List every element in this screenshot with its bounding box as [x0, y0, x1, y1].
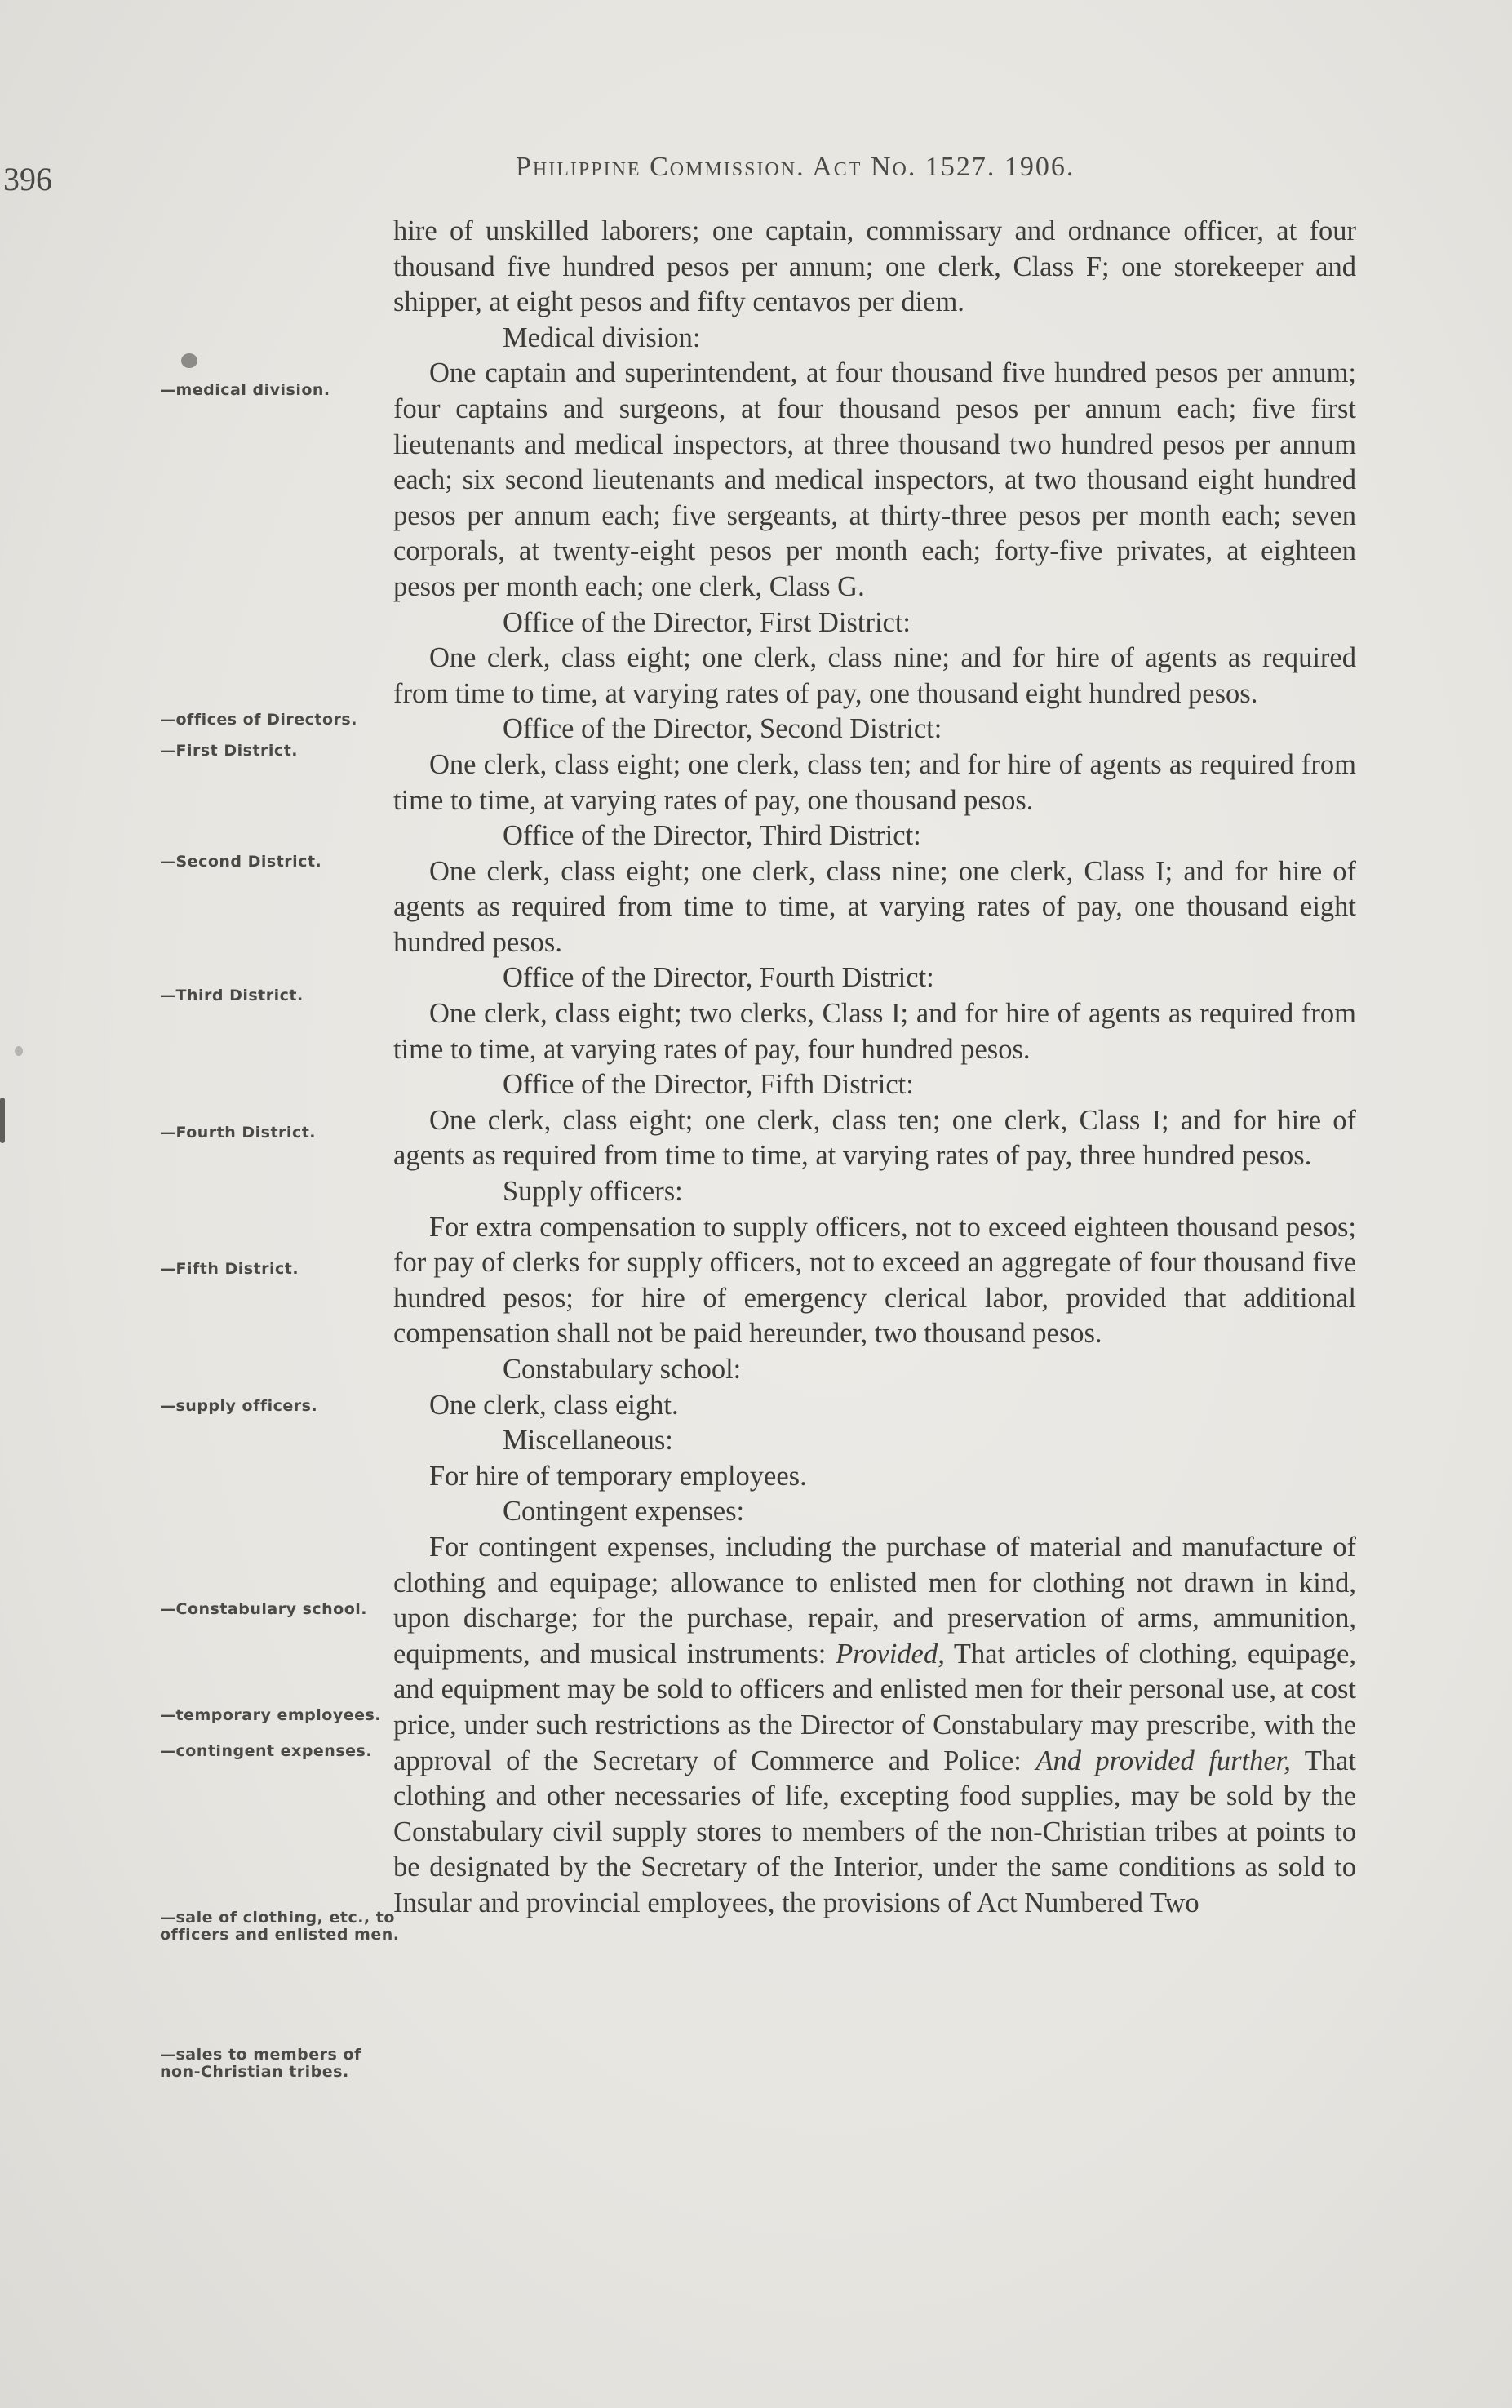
contingent-text-c: That clothing and other necessaries of life, excepting food supplies, may be sold by the Constabulary civil supply stores to members of the non-Christian tribes at points to be designated by the Secretary of the Interior, under the same conditions as sold to Insular and provincial employees, the provisions of Act Numbered Two [393, 1745, 1356, 1918]
section-heading-contingent-expenses: Contingent expenses: [503, 1496, 745, 1528]
paragraph-miscellaneous: For hire of temporary employees. [429, 1460, 807, 1492]
proviso-provided: Provided, [836, 1638, 945, 1670]
section-heading-third-district: Office of the Director, Third District: [503, 820, 921, 852]
paragraph-medical-division: One captain and superintendent, at four thousand five hundred pesos per annum; four captains and surgeons, at four thousand pesos per annum each; five first lieutenants and medical inspectors, at three thousand two hundred pesos per annum each; six second lieutenants and medical inspectors, at two thousand eight hundred pesos per annum each; five sergeants, at thirty-three pesos per month each; seven corporals, at twenty-eight pesos per month each; forty-five privates, at eighteen pesos per month each; one clerk, Class G. [393, 357, 1356, 602]
paragraph-second-district: One clerk, class eight; one clerk, class ten; and for hire of agents as required from time to time, at varying rates of pay, one thousand pesos. [393, 748, 1356, 816]
section-heading-constabulary-school: Constabulary school: [503, 1354, 742, 1385]
paragraph-third-district: One clerk, class eight; one clerk, class nine; one clerk, Class I; and for hire of agents as required from time to time, at varying rates of pay, one thousand eight hundred pesos. [393, 855, 1356, 958]
margin-note-sale-of-clothing: —sale of clothing, etc., to officers and enlisted men. [160, 1909, 400, 1944]
margin-note-temporary-employees: —temporary employees. [160, 1706, 382, 1724]
margin-note-contingent-expenses: —contingent expenses. [160, 1742, 373, 1760]
margin-note-offices-of-directors: —offices of Directors. [160, 711, 357, 729]
margin-note-supply-officers: —supply officers. [160, 1397, 318, 1415]
margin-note-sales-to-non-christian-tribes: —sales to members of non-Christian tribes. [160, 2046, 361, 2081]
paragraph-supply-officers: For extra compensation to supply officers, not to exceed eighteen thousand pesos; for pay of clerks for supply officers, not to exceed an aggregate of four thousand five hundred pesos; for hire of emergency clerical labor, provided that additional compensation shall not be paid hereunder, two thousand pesos. [393, 1211, 1356, 1350]
paragraph-constabulary-school: One clerk, class eight. [429, 1389, 679, 1421]
paragraph-first-district: One clerk, class eight; one clerk, class nine; and for hire of agents as required from time to time, at varying rates of pay, one thousand eight hundred pesos. [393, 642, 1356, 709]
paragraph-fourth-district: One clerk, class eight; two clerks, Class I; and for hire of agents as required from time to time, at varying rates of pay, four hundred pesos. [393, 998, 1356, 1065]
paragraph-contingent-expenses [393, 1530, 1356, 1922]
margin-note-third-district: —Third District. [160, 987, 304, 1004]
paragraph: hire of unskilled laborers; one captain, commissary and ordnance officer, at four thousand five hundred pesos per annum; one clerk, Class F; one storekeeper and shipper, at eight pesos and fifty centavos per diem. [393, 215, 1356, 318]
section-heading-miscellaneous: Miscellaneous: [503, 1425, 673, 1457]
page-number: 396 [3, 161, 52, 197]
section-heading-fifth-district: Office of the Director, Fifth District: [503, 1069, 914, 1101]
margin-note-fourth-district: —Fourth District. [160, 1124, 317, 1142]
main-text [393, 214, 1356, 1922]
paragraph-fifth-district: One clerk, class eight; one clerk, class ten; one clerk, Class I; and for hire of agents as required from time to time, at varying rates of pay, three hundred pesos. [393, 1104, 1356, 1172]
margin-note-medical-division: —medical division. [160, 381, 330, 399]
contingent-text-b: That articles of clothing, equipage, and equipment may be sold to officers and enlisted men for their personal use, at cost price, under such restrictions as the Director of Constabulary may prescribe, with the approval of the Secretary of Commerce and Police: [393, 1638, 1356, 1776]
margin-note-first-district: —First District. [160, 742, 298, 760]
section-heading-first-district: Office of the Director, First District: [503, 606, 911, 638]
margin-note-constabulary-school: —Constabulary school. [160, 1600, 368, 1618]
proviso-and-provided-further: And provided further, [1035, 1745, 1291, 1776]
section-heading-medical-division: Medical division: [503, 322, 701, 353]
running-head: Philippine Commission. Act No. 1527. 1906. [516, 152, 1075, 182]
contingent-text-a: For contingent expenses, including the purchase of material and manufacture of clothing and equipage; allowance to enlisted men for clothing not drawn in kind, upon discharge; for the purchase, repair, and preservation of arms, ammunition, equipments, and musical instruments: [393, 1531, 1356, 1670]
section-heading-fourth-district: Office of the Director, Fourth District: [503, 962, 934, 994]
section-heading-second-district: Office of the Director, Second District: [503, 713, 942, 745]
margin-notes [0, 0, 400, 2408]
margin-note-fifth-district: —Fifth District. [160, 1260, 299, 1278]
margin-note-second-district: —Second District. [160, 853, 322, 871]
section-heading-supply-officers: Supply officers: [503, 1176, 683, 1208]
